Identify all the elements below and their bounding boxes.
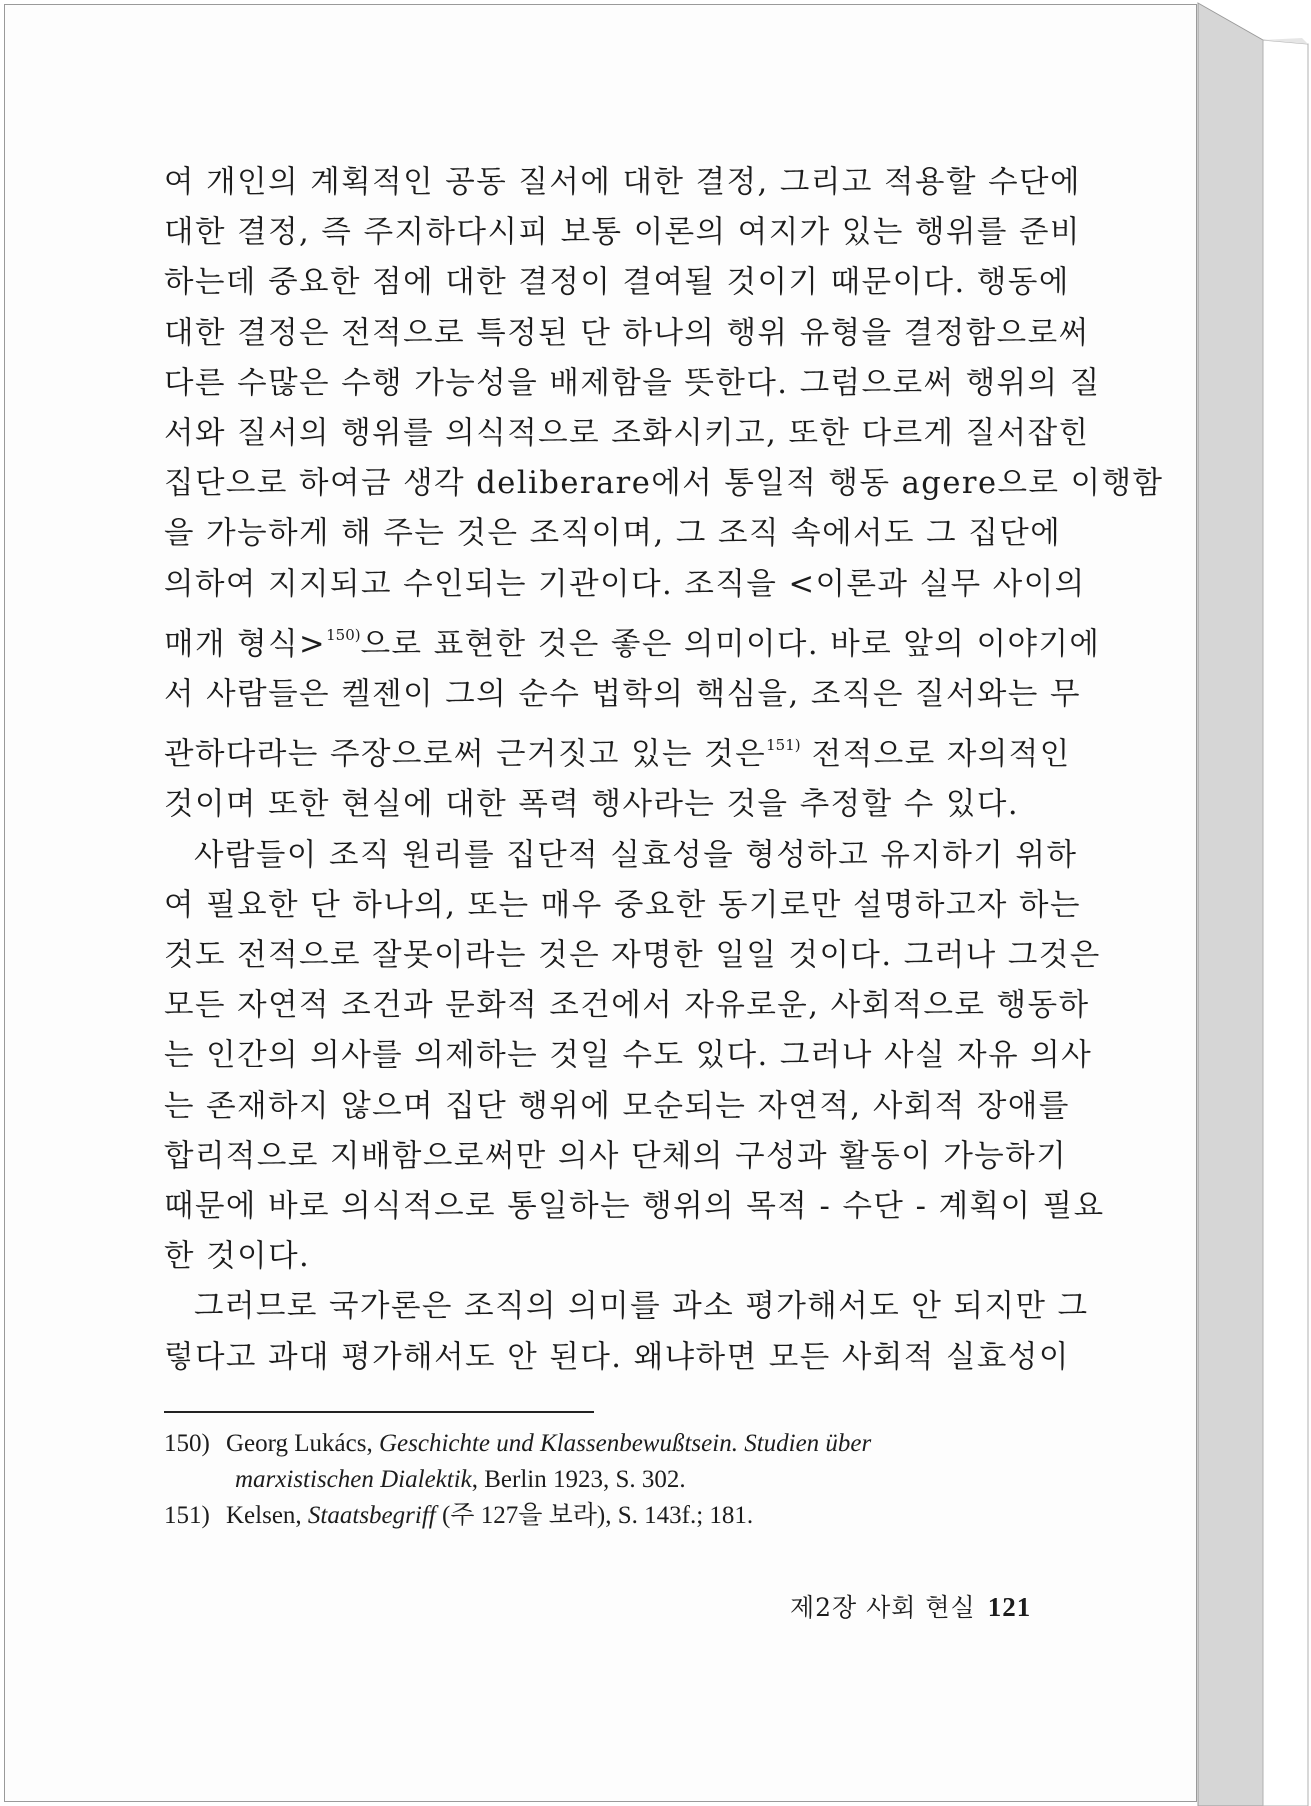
- text-line: 그러므로 국가론은 조직의 의미를 과소 평가해서도 안 되지만 그: [194, 1289, 1089, 1325]
- paragraph-2: [164, 831, 1105, 1283]
- text-line: 을 가능하게 해 주는 것은 조직이며, 그 조직 속에서도 그 집단에: [164, 516, 1062, 552]
- text-line: 사람들이 조직 원리를 집단적 실효성을 형성하고 유지하기 위하: [194, 837, 1078, 873]
- page-number: 121: [987, 1592, 1032, 1622]
- text-line: 것이며 또한 현실에 대한 폭력 행사라는 것을 추정할 수 있다.: [164, 787, 1020, 823]
- text-line: 때문에 바로 의식적으로 통일하는 행위의 목적 - 수단 - 계획이 필요: [164, 1189, 1105, 1225]
- footnote-continuation: [164, 1462, 1044, 1498]
- footnote-title: Geschichte und Klassenbewußtsein. Studien über: [378, 1430, 872, 1457]
- text-segment: 관하다라는 주장으로써 근거짓고 있는 것은: [164, 737, 767, 773]
- text-line: 여 필요한 단 하나의, 또는 매우 중요한 동기로만 설명하고자 하는: [164, 887, 1081, 923]
- footnote-ref-150[interactable]: 150): [326, 625, 361, 644]
- text-line: 것도 전적으로 잘못이라는 것은 자명한 일일 것이다. 그러나 그것은: [164, 938, 1101, 974]
- footnote-number: 150): [164, 1430, 210, 1457]
- text-line: 렇다고 과대 평가해서도 안 된다. 왜냐하면 모든 사회적 실효성이: [164, 1339, 1070, 1375]
- text-line: [164, 610, 1101, 670]
- footnotes: [164, 1426, 1044, 1534]
- text-line: 다른 수많은 수행 가능성을 배제함을 뜻한다. 그럼으로써 행위의 질: [164, 365, 1101, 401]
- text-line: 는 존재하지 않으며 집단 행위에 모순되는 자연적, 사회적 장애를: [164, 1088, 1070, 1124]
- text-line: 합리적으로 지배함으로써만 의사 단체의 구성과 활동이 가능하기: [164, 1138, 1068, 1174]
- footnote-title-cont: marxistischen Dialektik: [235, 1466, 472, 1493]
- text-line: 대한 결정은 전적으로 특정된 단 하나의 행위 유형을 결정함으로써: [164, 315, 1090, 351]
- footnote-ref-151[interactable]: 151): [766, 736, 801, 755]
- page-footer: [790, 1588, 1031, 1624]
- text-line: 대한 결정, 즉 주지하다시피 보통 이론의 여지가 있는 행위를 준비: [164, 215, 1081, 251]
- chapter-title: 제2장 사회 현실: [790, 1593, 976, 1622]
- paragraph-1: [164, 158, 1164, 831]
- footnote-number: 151): [164, 1502, 210, 1529]
- paragraph-3: [164, 1282, 1089, 1382]
- footnote-details: , Berlin 1923, S. 302.: [471, 1466, 686, 1493]
- text-line: 집단으로 하여금 생각 deliberare에서 통일적 행동 agere으로 이행함: [164, 466, 1164, 502]
- footnote-author: Georg Lukács,: [226, 1430, 379, 1457]
- text-line: 서와 질서의 행위를 의식적으로 조화시키고, 또한 다르게 질서잡힌: [164, 416, 1090, 452]
- text-line: 서 사람들은 켈젠이 그의 순수 법학의 핵심을, 조직은 질서와는 무: [164, 677, 1081, 713]
- footnote-divider: [164, 1411, 594, 1413]
- text-line: 모든 자연적 조건과 문화적 조건에서 자유로운, 사회적으로 행동하: [164, 988, 1090, 1024]
- footnote-title: Staatsbegriff: [307, 1502, 436, 1529]
- book-spine-graphic: [1197, 0, 1311, 1806]
- text-segment: 전적으로 자의적인: [800, 737, 1071, 773]
- text-line: 여 개인의 계획적인 공동 질서에 대한 결정, 그리고 적용할 수단에: [164, 165, 1081, 200]
- footnote-150: [164, 1426, 1044, 1498]
- footnote-151: [164, 1498, 1044, 1534]
- text-line: 는 인간의 의사를 의제하는 것일 수도 있다. 그러나 사실 자유 의사: [164, 1038, 1093, 1074]
- text-line: [164, 720, 1071, 780]
- text-line: 하는데 중요한 점에 대한 결정이 결여될 것이기 때문이다. 행동에: [164, 265, 1070, 301]
- footnote-author: Kelsen,: [226, 1502, 308, 1529]
- text-line: 의하여 지지되고 수인되는 기관이다. 조직을 <이론과 실무 사이의: [164, 566, 1086, 602]
- text-line: 한 것이다.: [164, 1239, 311, 1275]
- text-segment: 으로 표현한 것은 좋은 의미이다. 바로 앞의 이야기에: [360, 626, 1101, 662]
- body-text: [164, 158, 1164, 1383]
- text-segment: 매개 형식>: [164, 626, 327, 662]
- footnote-details: (주 127을 보라), S. 143f.; 181.: [435, 1502, 754, 1529]
